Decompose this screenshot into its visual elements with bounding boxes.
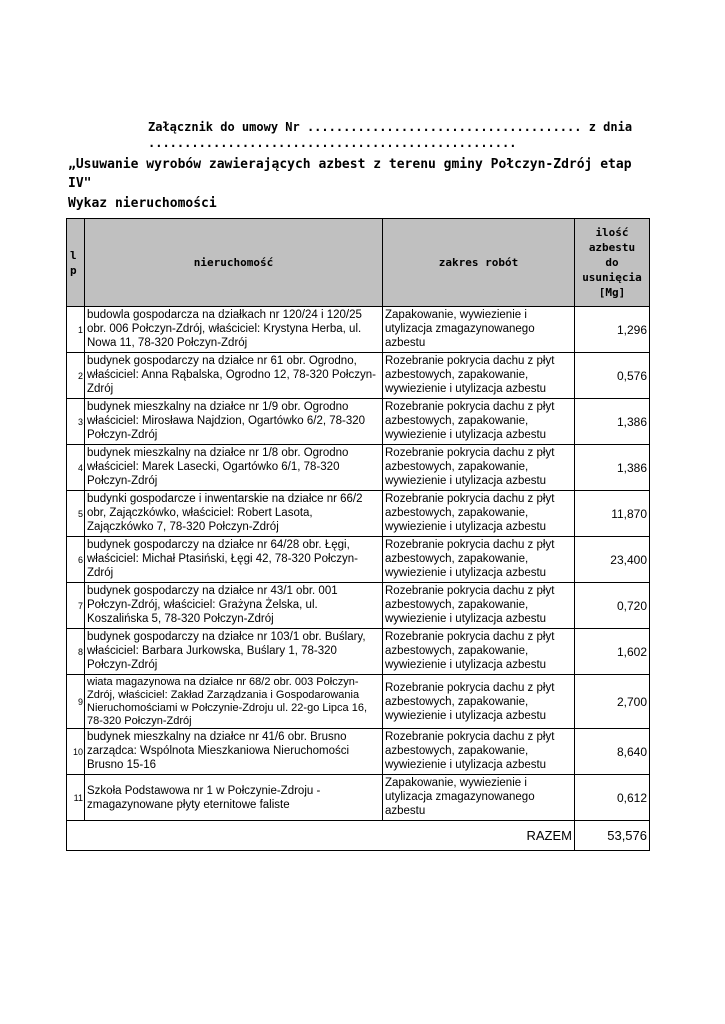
total-value: 53,576 [575,821,650,851]
column-header-amount [575,219,650,307]
row-number: 6 [67,537,85,583]
property-cell: Szkoła Podstawowa nr 1 w Połczynie-Zdroju - zmagazynowane płyty eternitowe faliste [85,775,383,821]
table-row [67,775,650,821]
amount-header-line4: usunięcia [582,271,642,284]
amount-cell: 11,870 [575,491,650,537]
scope-cell: Rozebranie pokrycia dachu z płyt azbestowych, zapakowanie, wywiezienie i utylizacja azbestu [383,629,575,675]
annex-date-dots: ................................................... [148,136,517,150]
document-subtitle: Wykaz nieruchomości [68,196,217,211]
row-number: 3 [67,399,85,445]
amount-cell: 8,640 [575,729,650,775]
column-header-lp [67,219,85,307]
table-row [67,491,650,537]
amount-cell: 23,400 [575,537,650,583]
scope-cell: Rozebranie pokrycia dachu z płyt azbestowych, zapakowanie, wywiezienie i utylizacja azbestu [383,729,575,775]
column-header-scope: zakres robót [383,219,575,307]
amount-header-line5: [Mg] [598,286,626,299]
scope-cell: Zapakowanie, wywiezienie i utylizacja zmagazynowanego azbestu [383,775,575,821]
amount-cell: 1,386 [575,445,650,491]
scope-cell: Rozebranie pokrycia dachu z płyt azbestowych, zapakowanie, wywiezienie i utylizacja azbestu [383,491,575,537]
amount-cell: 0,720 [575,583,650,629]
amount-cell: 0,576 [575,353,650,399]
amount-header-line2: azbestu [588,241,636,254]
row-number: 10 [67,729,85,775]
amount-header-line1: ilość [595,226,629,239]
column-header-property: nieruchomość [85,219,383,307]
amount-cell: 1,602 [575,629,650,675]
amount-header-line3: do [605,256,619,269]
table-row [67,353,650,399]
property-cell: budynek gospodarczy na działce nr 64/28 obr. Łęgi, właściciel: Michał Ptasiński, Łęgi 42, 78-320 Połczyn-Zdrój [85,537,383,583]
scope-cell: Rozebranie pokrycia dachu z płyt azbestowych, zapakowanie, wywiezienie i utylizacja azbestu [383,445,575,491]
scope-cell: Rozebranie pokrycia dachu z płyt azbestowych, zapakowanie, wywiezienie i utylizacja azbestu [383,537,575,583]
property-cell: budowla gospodarcza na działkach nr 120/24 i 120/25 obr. 006 Połczyn-Zdrój, właściciel: Krystyna Herba, ul. Nowa 11, 78-320 Połczyn-Zdrój [85,307,383,353]
property-cell: budynek gospodarczy na działce nr 103/1 obr. Buślary, właściciel: Barbara Jurkowska, Buślary 1, 78-320 Połczyn-Zdrój [85,629,383,675]
property-cell: budynek mieszkalny na działce nr 41/6 obr. Brusno zarządca: Wspólnota Mieszkaniowa Nieruchomości Brusno 15-16 [85,729,383,775]
property-cell: wiata magazynowa na działce nr 68/2 obr. 003 Połczyn-Zdrój, właściciel: Zakład Zarządzania i Gospodarowania Nieruchomościami w Połczynie-Zdroju ul. 22-go Lipca 16, 78-320 Połczyn-Zdrój [85,675,383,729]
amount-cell: 1,386 [575,399,650,445]
property-cell: budynek gospodarczy na działce nr 61 obr. Ogrodno, właściciel: Anna Rąbalska, Ogrodno 12, 78-320 Połczyn-Zdrój [85,353,383,399]
property-cell: budynek mieszkalny na działce nr 1/9 obr. Ogrodno właściciel: Mirosława Najdzion, Ogartówko 6/2, 78-320 Połczyn-Zdrój [85,399,383,445]
property-cell: budynek gospodarczy na działce nr 43/1 obr. 001 Połczyn-Zdrój, właściciel: Grażyna Żelska, ul. Koszalińska 5, 78-320 Połczyn-Zdrój [85,583,383,629]
row-number: 11 [67,775,85,821]
table-row [67,583,650,629]
table-row [67,537,650,583]
total-label: RAZEM [67,821,575,851]
table-row [67,629,650,675]
row-number: 5 [67,491,85,537]
property-cell: budynek mieszkalny na działce nr 1/8 obr. Ogrodno właściciel: Marek Lasecki, Ogartówko 6/1, 78-320 Połczyn-Zdrój [85,445,383,491]
table-row [67,399,650,445]
scope-cell: Rozebranie pokrycia dachu z płyt azbestowych, zapakowanie, wywiezienie i utylizacja azbestu [383,675,575,729]
table-row [67,729,650,775]
table-row [67,445,650,491]
property-table [66,218,650,851]
lp-header-l: l [70,248,77,262]
scope-cell: Zapakowanie, wywiezienie i utylizacja zmagazynowanego azbestu [383,307,575,353]
amount-cell: 2,700 [575,675,650,729]
scope-cell: Rozebranie pokrycia dachu z płyt azbestowych, zapakowanie, wywiezienie i utylizacja azbestu [383,399,575,445]
table-row [67,675,650,729]
amount-cell: 1,296 [575,307,650,353]
property-cell: budynki gospodarcze i inwentarskie na działce nr 66/2 obr, Zajączkówko, właściciel: Robert Lasota, Zajączkówko 7, 78-320 Połczyn-Zdrój [85,491,383,537]
row-number: 8 [67,629,85,675]
total-row [67,821,650,851]
document-title: „Usuwanie wyrobów zawierających azbest z terenu gminy Połczyn-Zdrój etap IV" [68,157,632,191]
scope-cell: Rozebranie pokrycia dachu z płyt azbestowych, zapakowanie, wywiezienie i utylizacja azbestu [383,583,575,629]
annex-reference: Załącznik do umowy Nr ...................................... z dnia [148,120,633,134]
amount-cell: 0,612 [575,775,650,821]
scope-cell: Rozebranie pokrycia dachu z płyt azbestowych, zapakowanie, wywiezienie i utylizacja azbestu [383,353,575,399]
table-row [67,307,650,353]
lp-header-p: p [70,263,77,277]
row-number: 2 [67,353,85,399]
row-number: 4 [67,445,85,491]
row-number: 9 [67,675,85,729]
row-number: 7 [67,583,85,629]
row-number: 1 [67,307,85,353]
